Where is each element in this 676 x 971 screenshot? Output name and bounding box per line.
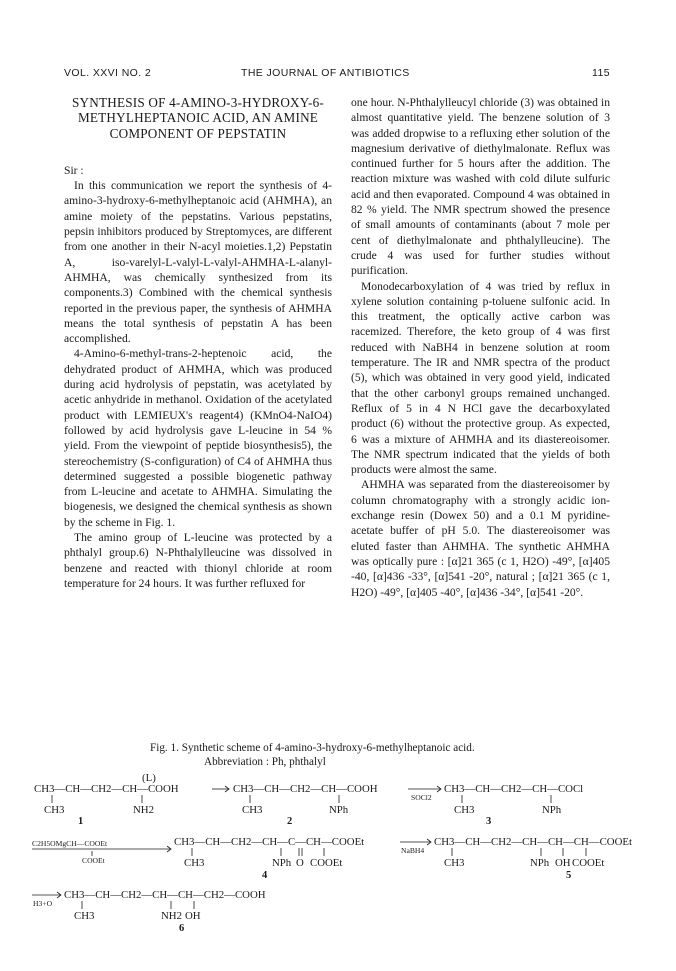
paragraph: The amino group of L-leucine was protected by a phthalyl group.6) N-Phthalylleucine was dissolved in benzene and reacted with thionyl chloride at room temperature for 24 hours. It was further refluxed for	[64, 531, 332, 590]
caption-text: Fig. 1. Synthetic scheme of 4-amino-3-hydroxy-6-methylheptanoic acid.	[150, 742, 475, 754]
compound-4-sub: O	[296, 857, 304, 869]
compound-number: 3	[486, 816, 492, 827]
salutation: Sir :	[64, 163, 84, 177]
paragraph: In this communication we report the synthesis of 4-amino-3-hydroxy-6-methylheptanoic acid (AHMHA), an amine moiety of the pepstatins. Various pepstatins, pepsin inhibitors produced by Streptomyces, are different from one another in their N-acyl moieties.1,2) Pepstatin A, iso-varelyl-L-valyl-L-valyl-AHMHA-L-alanyl-AHMHA, was chemically synthesized from its components.3) Combined with the chemical synthesis reported in the previous paper, the synthesis of AHMHA means the total synthesis of pepstatin A has been accomplished.	[64, 179, 332, 346]
paragraph: AHMHA was separated from the diastereoisomer by column chromatography with a strongly acidic ion-exchange resin (Dowex 50) and a 0.1 M pyridine-acetate buffer of pH 5.0. The diastereoisomer was eluted faster than AHMHA. The synthetic AHMHA was optically pure : [α]21 365 (c 1, H2O) -49°, [α]405 -40, [α]436 -33°, [α]541 -20°, natural ; [α]21 365 (c 1, H2O) -49°, [α]405 -40°, [α]436 -34°, [α]541 -20°.	[351, 478, 610, 599]
compound-4-chain: CH3—CH—CH2—CH—C—CH—COOEt	[174, 836, 365, 848]
compound-5-sub: OH	[555, 857, 571, 869]
compound-1-sub: NH2	[133, 804, 154, 816]
compound-6-chain: CH3—CH—CH2—CH—CH—CH2—COOH	[64, 889, 266, 901]
compound-6-sub: NH2	[161, 910, 182, 922]
page-number: 115	[592, 67, 610, 79]
figure-caption	[150, 741, 610, 769]
reagent-label: COOEt	[82, 856, 105, 865]
running-header	[64, 67, 610, 83]
article-title: SYNTHESIS OF 4-AMINO-3-HYDROXY-6-METHYLHEPTANOIC ACID, AN AMINE COMPONENT OF PEPSTATIN	[71, 95, 325, 141]
compound-2-chain: CH3—CH—CH2—CH—COOH	[233, 783, 378, 795]
compound-4-sub: NPh	[272, 857, 292, 869]
paragraph: 4-Amino-6-methyl-trans-2-heptenoic acid, the dehydrated product of AHMHA, which was produced during acid hydrolysis of pepstatin, was acetylated by acetic anhydride in methanol. Oxidation of the acetylated product with LEMIEUX's reagent4) (KMnO4-NaIO4) followed by acid hydrolysis gave L-leucine in 54 % yield. From the viewpoint of peptide biosynthesis5), the stereochemistry (S-configuration) of C4 of AHMHA thus determined suggested a possible biogenetic pathway from L-leucine and acetate to AHMHA. Simulating the biogenesis, we designed the chemical synthesis as shown by the scheme in Fig. 1.	[64, 347, 332, 529]
reagent-label: NaBH4	[401, 846, 425, 855]
compound-6-sub: OH	[185, 910, 201, 922]
compound-number: 1	[78, 816, 84, 827]
compound-2-sub: NPh	[329, 804, 349, 816]
compound-number: 2	[287, 816, 293, 827]
paragraph: Monodecarboxylation of 4 was tried by reflux in xylene solution containing p-toluene sulfonic acid. In this treatment, the optically active carbon was racemized. Therefore, the keto group of 4 was first reduced with NaBH4 in benzene solution at room temperature. The IR and NMR spectra of the product (5), which was obtained in very good yield, indicated that the other carbonyl groups remained unchanged. Reflux of 5 in 4 N HCl gave the decarboxylated product (6) without the protective group. As expected, 6 was a mixture of AHMHA and its diastereoisomer. The NMR spectrum indicated that the yields of both products were almost the same.	[351, 279, 610, 477]
compound-3-sub: CH3	[454, 804, 475, 816]
paragraph: one hour. N-Phthalylleucyl chloride (3) was obtained in almost quantitative yield. The benzene solution of 3 was added dropwise to a refluxing ether solution of the magnesium derivative of diethylmalonate. Reflux was continued further for 5 hours after the addition. The reaction mixture was washed with cold dilute sulfuric acid and then evaporated. Compound 4 was obtained in 82 % yield. The NMR spectrum showed the presence of small amounts of contaminants (about 7 mole per cent of diethylmalonate and phthalylleucine). The crude 4 was used for further studies without purification.	[351, 96, 610, 278]
left-column	[64, 95, 332, 591]
compound-3-chain: CH3—CH—CH2—CH—COCl	[444, 783, 584, 795]
compound-number: 5	[566, 870, 572, 881]
compound-4-sub: COOEt	[310, 857, 343, 869]
abbreviation-text: Abbreviation : Ph, phthalyl	[204, 756, 326, 768]
compound-3-sub: NPh	[542, 804, 562, 816]
compound-5-sub: NPh	[530, 857, 550, 869]
compound-5-sub: COOEt	[572, 857, 605, 869]
reagent-label: H3+O	[33, 899, 53, 908]
reagent-label: SOCl2	[411, 793, 432, 802]
compound-4-sub: CH3	[184, 857, 205, 869]
reagent-label: C2H5OMgCH—COOEt	[32, 839, 108, 848]
compound-number: 4	[262, 870, 268, 881]
compound-2-sub: CH3	[242, 804, 263, 816]
volume-label: VOL. XXVI NO. 2	[64, 67, 152, 79]
compound-6-sub: CH3	[74, 910, 95, 922]
synthetic-scheme	[30, 770, 646, 940]
right-column	[351, 95, 610, 600]
compound-5-chain: CH3—CH—CH2—CH—CH—CH—COOEt	[434, 836, 632, 848]
config-label: (L)	[142, 772, 156, 784]
compound-1-sub: CH3	[44, 804, 65, 816]
journal-title: THE JOURNAL OF ANTIBIOTICS	[241, 67, 410, 79]
compound-1-chain: CH3—CH—CH2—CH—COOH	[34, 783, 179, 795]
compound-5-sub: CH3	[444, 857, 465, 869]
compound-number: 6	[179, 923, 185, 934]
